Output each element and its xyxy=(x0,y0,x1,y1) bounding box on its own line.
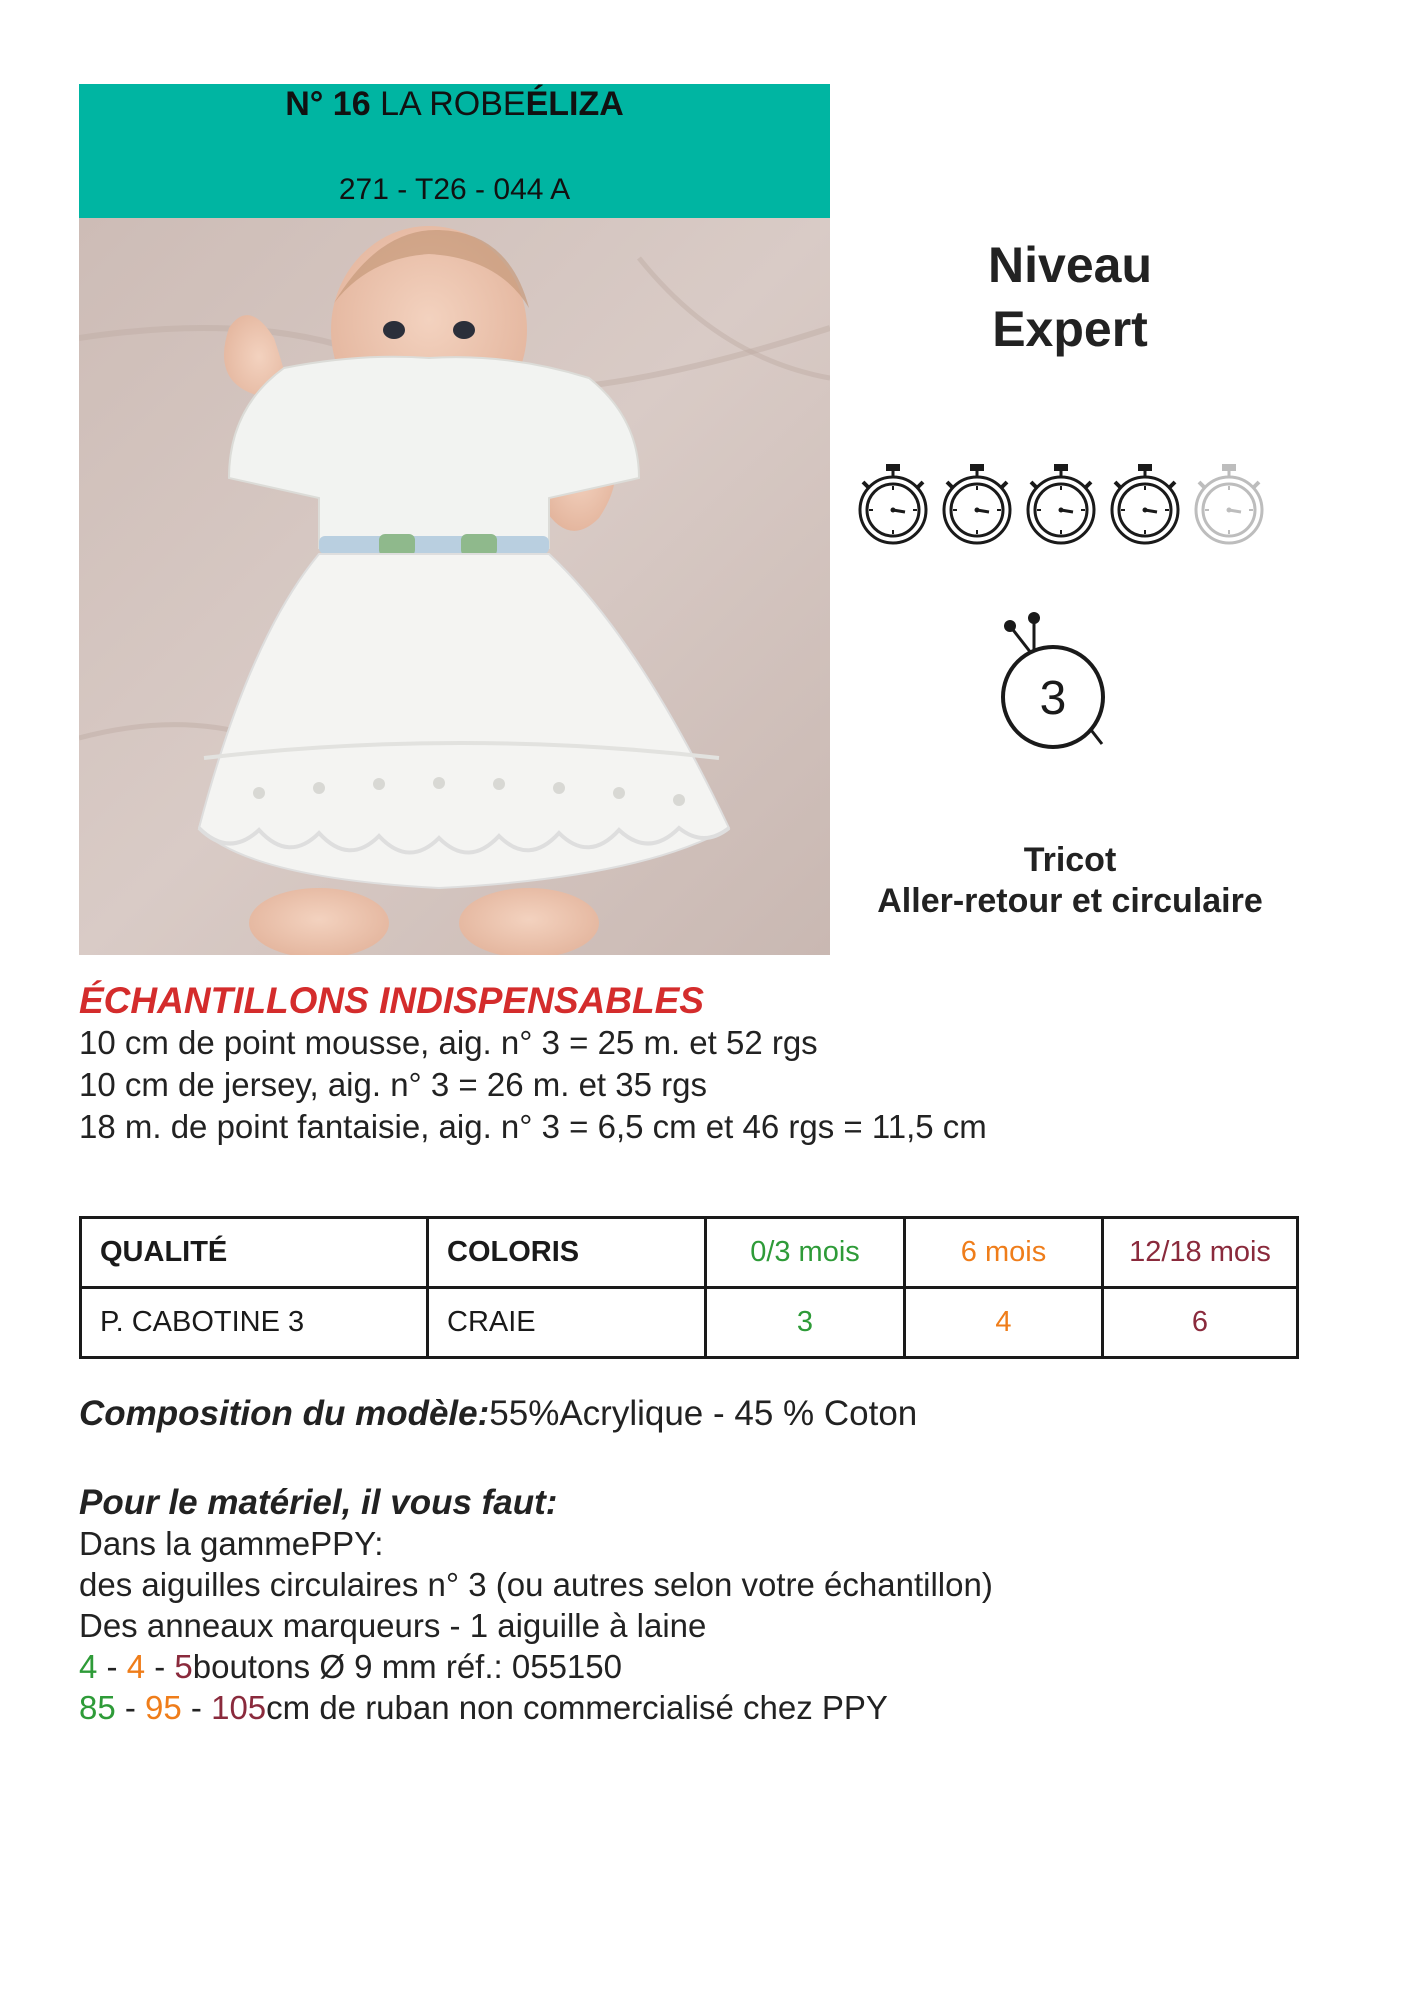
stopwatch-icon xyxy=(944,464,1010,543)
composition-value: 55%Acrylique - 45 % Coton xyxy=(489,1394,918,1433)
qty-size-2: 4 xyxy=(126,1648,146,1685)
stopwatch-icon xyxy=(860,464,926,543)
qty-size-2: 95 xyxy=(145,1689,182,1726)
table-header-color: COLORIS xyxy=(447,1236,580,1268)
table-cell-quality: P. CABOTINE 3 xyxy=(100,1306,305,1338)
table-cell-color: CRAIE xyxy=(447,1306,536,1338)
model-photo xyxy=(79,218,830,955)
material-ribbon: 85 - 95 - 105cm de ruban non commercialisé chez PPY xyxy=(79,1689,888,1726)
technique-line-1: Tricot xyxy=(1023,841,1117,879)
table-cell-size-3: 6 xyxy=(1191,1306,1209,1338)
technique-line-2: Aller-retour et circulaire xyxy=(877,882,1263,920)
pattern-type: LA ROBE xyxy=(380,85,526,123)
qty-size-1: 4 xyxy=(79,1648,98,1685)
material-line: Des anneaux marqueurs - 1 aiguille à laine xyxy=(79,1607,707,1644)
technique xyxy=(850,840,1290,922)
material-line: Dans la gammePPY: xyxy=(79,1525,384,1562)
ribbon-description: cm de ruban non commercialisé chez PPY xyxy=(266,1689,888,1726)
sample-line: 18 m. de point fantaisie, aig. n° 3 = 6,5 cm et 46 rgs = 11,5 cm xyxy=(79,1108,987,1145)
stopwatch-icon-empty xyxy=(1196,464,1262,543)
qty-size-1: 85 xyxy=(79,1689,116,1726)
composition-label: Composition du modèle: xyxy=(79,1394,490,1433)
table-header-size-1: 0/3 mois xyxy=(750,1236,860,1268)
level-value: Expert xyxy=(992,301,1148,357)
material-buttons: 4 - 4 - 5boutons Ø 9 mm réf.: 055150 xyxy=(79,1648,622,1685)
stopwatch-icon xyxy=(1028,464,1094,543)
table-header-size-2: 6 mois xyxy=(960,1236,1047,1268)
sample-line: 10 cm de point mousse, aig. n° 3 = 25 m. et 52 rgs xyxy=(79,1024,818,1061)
difficulty-rating xyxy=(855,458,1275,550)
qty-size-3: 105 xyxy=(211,1689,267,1726)
material-line: des aiguilles circulaires n° 3 (ou autres selon votre échantillon) xyxy=(79,1566,993,1603)
stopwatch-icon xyxy=(1112,464,1178,543)
qty-size-3: 5 xyxy=(174,1648,193,1685)
sample-line: 10 cm de jersey, aig. n° 3 = 26 m. et 35 rgs xyxy=(79,1066,707,1103)
pattern-number: N° 16 xyxy=(285,85,371,123)
difficulty-level xyxy=(880,233,1260,361)
material-heading: Pour le matériel, il vous faut: xyxy=(79,1483,558,1522)
pattern-reference: 271 - T26 - 044 A xyxy=(338,173,571,206)
level-label: Niveau xyxy=(988,237,1152,293)
composition xyxy=(79,1393,917,1435)
pattern-name: ÉLIZA xyxy=(525,85,624,123)
baby-dress-illustration xyxy=(79,218,830,955)
knitting-needles-icon xyxy=(990,612,1110,752)
yarn-table xyxy=(79,1216,1299,1359)
buttons-description: boutons Ø 9 mm réf.: 055150 xyxy=(192,1648,622,1685)
header-band xyxy=(79,84,830,218)
needle-size: 3 xyxy=(1039,672,1067,725)
samples-heading: ÉCHANTILLONS INDISPENSABLES xyxy=(79,980,704,1021)
pattern-title xyxy=(79,84,830,124)
table-header-size-3: 12/18 mois xyxy=(1129,1236,1271,1268)
table-header-quality: QUALITÉ xyxy=(100,1236,228,1268)
table-cell-size-2: 4 xyxy=(995,1306,1012,1338)
table-cell-size-1: 3 xyxy=(796,1306,814,1338)
